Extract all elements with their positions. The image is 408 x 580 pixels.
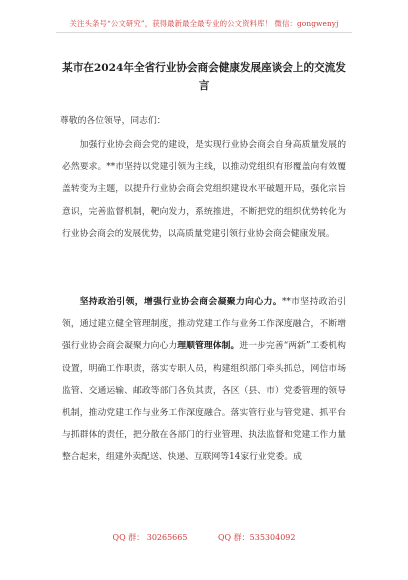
document-title: 某市在2024年全省行业协会商会健康发展座谈会上的交流发言 (62, 62, 346, 92)
subheading-management-system: 理顺管理体制。 (177, 341, 240, 352)
section-heading-political-leadership: 坚持政治引领，增强行业协会商会凝聚力向心力。 (79, 297, 282, 307)
paragraph-body-part-b: 进一步完善“两新”工委机构设置，明确工作职责，落实专职人员，构建组织部门牵头抓总，网信市场监管、交通运输、邮政等部门各负其责，各区（县、市）党委管理的领导机制，推动党建工作与业务工作深度融合。落实管行业与管党建、抓平台与抓群体的责任，把分散在各部门的行业管理、执法监督和党建工作力量整合起来，组建外卖配送、快递、互联网等14家行业党委。成 (62, 341, 346, 463)
header-divider (56, 32, 352, 33)
salutation: 尊敬的各位领导，同志们： (60, 116, 166, 126)
paragraph-body-part-a: **市坚持政治引领，通过建立健全管理制度，推动党建工作与业务工作深度融合，不断增强行业协会商会凝聚力向心力 (62, 297, 346, 352)
header-promo-note: 关注头条号“公文研究”，获得最新最全最专业的公文资料库！ 微信：gongwenyj (69, 19, 339, 28)
paragraph-intro: 加强行业协会商会党的建设，是实现行业协会商会自身高质量发展的必然要求。**市坚持以党建引领为主线，以推动党组织有形覆盖向有效覆盖转变为主题，以提升行业协会商会党组织建设水平破题开局，强化宗旨意识，完善监督机制，靶向发力，系统推进，不断把党的组织优势转化为行业协会商会的发展优势，以高质量党建引领行业协会商会健康发展。 (62, 140, 346, 239)
paragraph-political-leadership (62, 291, 346, 469)
footer-contact (0, 532, 408, 543)
footer-qq-group-1: QQ 群： 30265665 (112, 533, 188, 542)
footer-qq-group-2: QQ 群：535304092 (218, 533, 296, 542)
